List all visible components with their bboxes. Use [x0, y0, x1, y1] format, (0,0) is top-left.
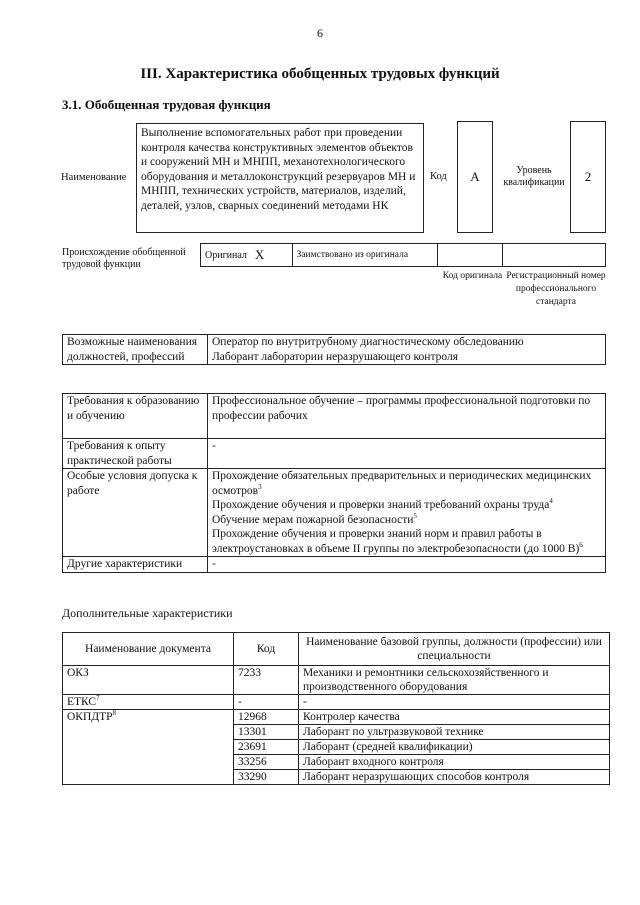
admission-item: Обучение мерам пожарной безопасности$^5$ [212, 511, 417, 526]
name-cell: Лаборант по ультразвуковой технике [299, 725, 610, 740]
original-label: Оригинал [205, 249, 247, 261]
admission-item: Прохождение обязательных предварительных и периодических медицинских осмотров$^3$ [212, 470, 592, 497]
table-row [63, 695, 610, 710]
code-cell: 33256 [234, 755, 299, 770]
origin-label: Происхождение обобщенной трудовой функции [62, 247, 186, 270]
code-original-cell [438, 244, 503, 266]
positions-values [208, 335, 606, 365]
code-label: Код [430, 171, 447, 182]
position-item: Лаборант лаборатории неразрушающего контроля [212, 350, 458, 363]
page-number: 6 [317, 26, 323, 40]
req-education-value: Профессиональное обучение – программы профессиональной подготовки по профессии рабочих [208, 394, 606, 439]
name-cell: - [299, 695, 610, 710]
table-row [63, 394, 606, 439]
additional-table [62, 632, 610, 785]
code-cell: 12968 [234, 710, 299, 725]
qualification-level-value: 2 [570, 121, 606, 233]
name-cell: Механики и ремонтники сельскохозяйственного и производственного оборудования [299, 666, 610, 695]
header-document: Наименование документа [63, 633, 234, 666]
additional-title: Дополнительные характеристики [62, 606, 233, 620]
req-admission-label: Особые условия допуска к работе [63, 469, 208, 557]
reg-number-caption: Регистрационный номер профессионального стандарта [506, 271, 606, 307]
qualification-level-label: Уровень квалификации [503, 165, 565, 188]
original-mark: X [254, 247, 265, 262]
code-original-caption: Код оригинала [442, 271, 503, 281]
code-cell: 13301 [234, 725, 299, 740]
reg-number-cell [503, 244, 605, 266]
subsection-title: 3.1. Обобщенная трудовая функция [62, 97, 271, 112]
table-row [63, 666, 610, 695]
header-name: Наименование базовой группы, должности (профессии) или специальности [299, 633, 610, 666]
function-name-label: Наименование [61, 172, 127, 183]
req-admission-values [208, 469, 606, 557]
doc-cell: ЕТКС$^7$ [63, 695, 234, 710]
function-name-value: Выполнение вспомогательных работ при проведении контроля качества конструктивных элементов объектов и сооружений МН и МНПП, механотехнологического оборудования и металлоконструкций резервуаров МН и МНПП, технических устройств, материалов, изделий, деталей, узлов, сварных соединений методами НК [136, 123, 424, 233]
req-experience-label: Требования к опыту практической работы [63, 439, 208, 469]
req-experience-value: - [208, 439, 606, 469]
header-code: Код [234, 633, 299, 666]
doc-cell: ОКЗ [63, 666, 234, 695]
admission-item: Прохождение обучения и проверки знаний норм и правил работы в электроустановках в объеме II группы по электробезопасности (до 1000 В)$^6$ [212, 528, 583, 555]
section-title: III. Характеристика обобщенных трудовых функций [140, 66, 500, 82]
admission-item: Прохождение обучения и проверки знаний требований охраны труда$^4$ [212, 497, 553, 511]
name-cell: Контролер качества [299, 710, 610, 725]
code-cell: 23691 [234, 740, 299, 755]
table-row [63, 439, 606, 469]
name-cell: Лаборант (средней квалификации) [299, 740, 610, 755]
name-cell: Лаборант входного контроля [299, 755, 610, 770]
table-row [63, 557, 606, 573]
origin-row [200, 243, 606, 267]
doc-cell: ОКПДТР$^8$ [63, 710, 234, 785]
requirements-table [62, 393, 606, 573]
origin-original-cell [201, 244, 293, 266]
code-cell: - [234, 695, 299, 710]
table-header-row [63, 633, 610, 666]
position-item: Оператор по внутритрубному диагностическому обследованию [212, 336, 524, 348]
table-row [63, 710, 610, 725]
code-cell: 33290 [234, 770, 299, 785]
name-cell: Лаборант неразрушающих способов контроля [299, 770, 610, 785]
positions-table [62, 334, 606, 365]
req-other-label: Другие характеристики [63, 557, 208, 573]
table-row [63, 335, 606, 365]
positions-label: Возможные наименования должностей, профессий [63, 335, 208, 365]
code-value: А [457, 121, 493, 233]
table-row [63, 469, 606, 557]
req-education-label: Требования к образованию и обучению [63, 394, 208, 439]
code-cell: 7233 [234, 666, 299, 695]
req-other-value: - [208, 557, 606, 573]
borrowed-label: Заимствовано из оригинала [293, 244, 438, 266]
